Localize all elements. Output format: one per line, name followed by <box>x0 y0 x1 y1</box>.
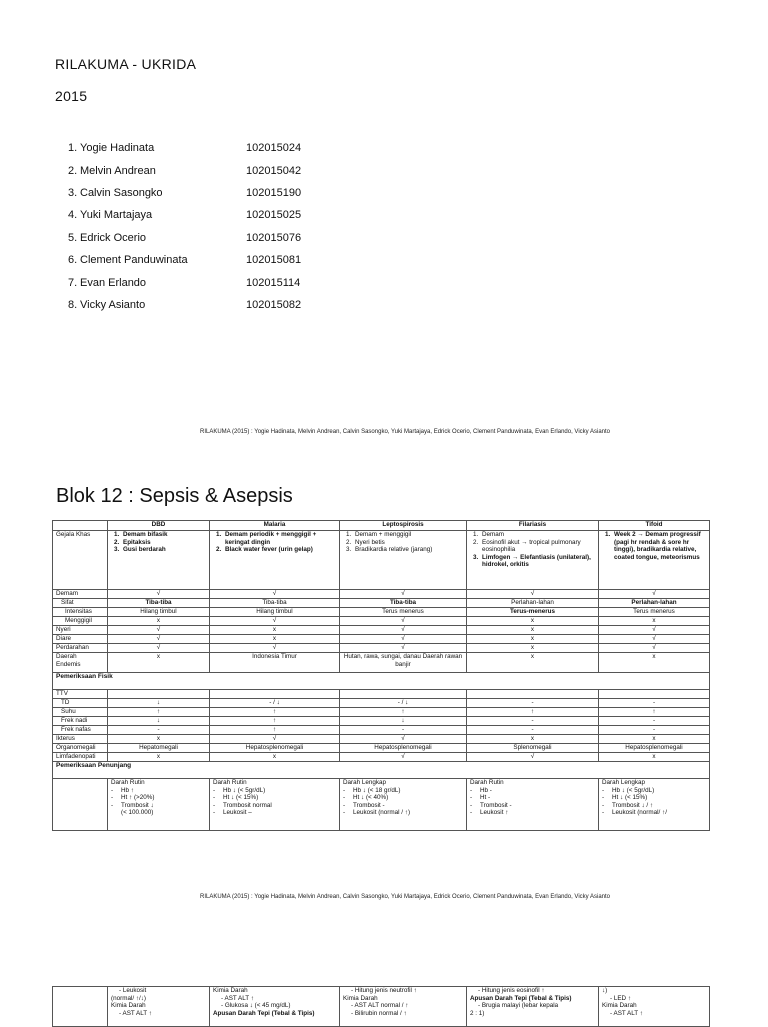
continuation-line: 2 : 1) <box>470 1009 485 1017</box>
table-cell: Terus menerus <box>340 608 467 617</box>
table-cell: x <box>467 626 599 635</box>
table-row <box>53 590 710 599</box>
member-nim: 102015076 <box>246 231 302 244</box>
table-cell: √ <box>340 626 467 635</box>
table-row <box>53 699 710 708</box>
penunjang-item: - Trombosit - <box>353 802 463 810</box>
table-cell: Hilang timbul <box>210 608 340 617</box>
row-label: Limfadenopati <box>53 753 108 762</box>
gejala-item: 1. Demam bifasik <box>121 531 206 539</box>
table-cell: Tiba-tiba <box>340 599 467 608</box>
table-cell: x <box>210 753 340 762</box>
continuation-line: ↓) <box>602 987 608 994</box>
table-cell: Hepatosplenomegali <box>340 744 467 753</box>
penunjang-list <box>111 787 206 817</box>
table-cell: √ <box>210 617 340 626</box>
row-label: Intensitas <box>53 608 108 617</box>
penunjang-tifoid <box>599 779 710 831</box>
penunjang-item: - Leukosit (normal / ↑) <box>353 809 463 817</box>
row-label: Ikterus <box>53 735 108 744</box>
member-name: Vicky Asianto <box>80 298 146 311</box>
table-cell: x <box>467 653 599 673</box>
row-label: Perdarahan <box>53 644 108 653</box>
penunjang-list <box>470 787 595 817</box>
table-cell: x <box>467 635 599 644</box>
section-row <box>53 673 710 690</box>
row-label: Frek nadi <box>53 717 108 726</box>
section-title: Pemeriksaan Penunjang <box>53 762 710 779</box>
member-number: 2. <box>68 164 78 177</box>
table-row-penunjang-cont <box>53 987 710 1027</box>
table-cell: x <box>467 735 599 744</box>
member-row <box>68 159 301 181</box>
member-row <box>68 227 301 249</box>
gejala-item: 3. Bradikardia relative (jarang) <box>353 546 463 554</box>
penunjang-item: - Ht - <box>480 794 595 802</box>
table-cell: x <box>210 635 340 644</box>
row-label: TTV <box>53 690 108 699</box>
table-row-gejala <box>53 531 710 590</box>
table-row-penunjang <box>53 779 710 831</box>
continuation-line: - Bilirubin normal / ↑ <box>351 1009 407 1017</box>
table-cell: ↑ <box>108 708 210 717</box>
table-cell: ↑ <box>340 708 467 717</box>
table-cell: √ <box>599 635 710 644</box>
table-cell: x <box>210 626 340 635</box>
row-label: Menggigil <box>53 617 108 626</box>
table-row <box>53 626 710 635</box>
header-cell-leptospirosis: Leptospirosis <box>340 521 467 531</box>
table-cell: ↑ <box>599 708 710 717</box>
table-cell: Terus-menerus <box>467 608 599 617</box>
gejala-tifoid <box>599 531 710 590</box>
header-cell-dbd: DBD <box>108 521 210 531</box>
comparison-table <box>52 520 710 831</box>
table-cell: Perlahan-lahan <box>467 599 599 608</box>
member-row <box>68 137 301 159</box>
row-label: Suhu <box>53 708 108 717</box>
member-number: 6. <box>68 254 78 267</box>
row-label: Gejala Khas <box>53 531 108 590</box>
member-nim: 102015024 <box>246 142 302 155</box>
member-name: Calvin Sasongko <box>80 186 163 199</box>
table-cell: - / ↓ <box>210 699 340 708</box>
penunjang-item: - Ht ↓ (< 40%) <box>353 794 463 802</box>
continuation-line: - Hitung jenis neutrofil ↑ <box>351 987 417 994</box>
table-cell: √ <box>599 644 710 653</box>
penunjang-item: - Trombosit ↓ <box>121 802 206 810</box>
table-header-row <box>53 521 710 531</box>
row-label: Demam <box>53 590 108 599</box>
group-title: RILAKUMA - UKRIDA <box>55 56 197 72</box>
header-cell-filariasis: Filariasis <box>467 521 599 531</box>
table-row-endemis <box>53 653 710 673</box>
header-cell-malaria: Malaria <box>210 521 340 531</box>
table-cell: Hepatosplenomegali <box>599 744 710 753</box>
table-cell: ↑ <box>467 708 599 717</box>
table-cell: - <box>599 717 710 726</box>
penunjang-title: Darah Rutin <box>213 779 247 786</box>
table-cell: Hepatomegali <box>108 744 210 753</box>
continuation-line: - AST ALT ↑ <box>610 1009 643 1017</box>
continuation-line: - LED ↑ <box>610 994 631 1002</box>
cont-tifoid <box>599 987 710 1027</box>
table-row <box>53 735 710 744</box>
member-nim: 102015081 <box>246 254 302 267</box>
table-row-ttv <box>53 690 710 699</box>
gejala-malaria <box>210 531 340 590</box>
penunjang-item: (< 100.000) <box>121 809 154 817</box>
table-cell: √ <box>108 590 210 599</box>
table-row <box>53 717 710 726</box>
gejala-item: 1. Demam <box>480 531 595 539</box>
table-cell: ↑ <box>210 717 340 726</box>
blok-title: Blok 12 : Sepsis & Asepsis <box>56 485 293 507</box>
continuation-line: - AST ALT ↑ <box>221 994 254 1002</box>
gejala-item: 3. Limfogen → Elefantiasis (unilateral), hidrokel, orkitis <box>480 554 595 569</box>
penunjang-item: - Trombosit normal <box>223 802 336 810</box>
gejala-dbd <box>108 531 210 590</box>
member-name: Evan Erlando <box>80 276 147 289</box>
penunjang-title: Darah Lengkap <box>343 779 387 786</box>
cont-malaria <box>210 987 340 1027</box>
table-cell: √ <box>108 635 210 644</box>
table-cell: x <box>599 735 710 744</box>
member-list <box>68 137 301 316</box>
penunjang-title: Darah Rutin <box>111 779 145 786</box>
table-cell: √ <box>340 644 467 653</box>
penunjang-dbd <box>108 779 210 831</box>
gejala-item: 3. Gusi berdarah <box>121 546 206 554</box>
member-number: 1. <box>68 142 78 155</box>
year: 2015 <box>55 88 88 104</box>
table-row <box>53 599 710 608</box>
gejala-item: 2. Eosinofil akut → tropical pulmonary eosinophilia <box>480 539 595 554</box>
section-title: Pemeriksaan Fisik <box>53 673 710 690</box>
table-cell: - <box>108 726 210 735</box>
continuation-line: Apusan Darah Tepi (Tebal & Tipis) <box>213 1009 315 1017</box>
row-label: Frek nafas <box>53 726 108 735</box>
continuation-line: - Brugia malayi (lebar kepala <box>478 1002 559 1010</box>
member-nim: 102015042 <box>246 164 302 177</box>
table-row <box>53 708 710 717</box>
member-name: Yogie Hadinata <box>80 142 155 155</box>
table-cell: √ <box>210 735 340 744</box>
penunjang-malaria <box>210 779 340 831</box>
table-cell: √ <box>108 644 210 653</box>
row-label: TD <box>53 699 108 708</box>
penunjang-item: - Leukosit – <box>223 809 336 817</box>
table-cell: √ <box>108 626 210 635</box>
continuation-line: Kimia Darah <box>343 994 378 1002</box>
page-footer: RILAKUMA (2015) : Yogie Hadinata, Melvin Andrean, Calvin Sasongko, Yuki Martajaya, Edrick Ocerio, Clement Panduwinata, Evan Erlando, Vicky Asianto <box>200 429 611 435</box>
row-label: Organomegali <box>53 744 108 753</box>
member-nim: 102015190 <box>246 186 302 199</box>
table-cell: x <box>108 617 210 626</box>
table-cell: - <box>467 726 599 735</box>
table-cell: ↓ <box>108 699 210 708</box>
continuation-line: (normal/ ↑/↓) <box>111 994 146 1002</box>
section-row <box>53 762 710 779</box>
member-number: 5. <box>68 231 78 244</box>
table-cell: Hilang timbul <box>108 608 210 617</box>
continuation-line: Apusan Darah Tepi (Tebal & Tipis) <box>470 994 572 1002</box>
penunjang-list <box>343 787 463 817</box>
table-row <box>53 726 710 735</box>
table-cell: Perlahan-lahan <box>599 599 710 608</box>
table-cell: Hutan, rawa, sungai, danau Daerah rawan banjir <box>340 653 467 673</box>
continuation-line: - Leukosit <box>119 987 147 994</box>
table-cell: ↑ <box>210 708 340 717</box>
gejala-item: 1. Demam periodik + menggigil + keringat dingin <box>223 531 336 546</box>
continuation-line: Kimia Darah <box>213 987 248 994</box>
table-cell: Indonesia Timur <box>210 653 340 673</box>
member-row <box>68 271 301 293</box>
penunjang-item: - Ht ↑ (>20%) <box>121 794 206 802</box>
header-cell-tifoid: Tifoid <box>599 521 710 531</box>
member-row <box>68 182 301 204</box>
table-cell: Splenomegali <box>467 744 599 753</box>
table-row <box>53 644 710 653</box>
row-label <box>53 653 108 673</box>
table-cell: Tiba-tiba <box>108 599 210 608</box>
table-cell: √ <box>599 626 710 635</box>
table-cell: Hepatosplenomegali <box>210 744 340 753</box>
row-label-line: Endemis <box>56 660 81 668</box>
cont-lepto <box>340 987 467 1027</box>
penunjang-item: - Ht ↓ (< 15%) <box>612 794 706 802</box>
table-cell: x <box>108 753 210 762</box>
gejala-lepto <box>340 531 467 590</box>
member-number: 3. <box>68 186 78 199</box>
table-cell: √ <box>599 590 710 599</box>
penunjang-item: - Trombosit ↓ / ↑ <box>612 802 706 810</box>
penunjang-item: - Leukosit (normal/ ↑/ <box>612 809 706 817</box>
table-cell: √ <box>340 753 467 762</box>
table-cell: √ <box>340 590 467 599</box>
penunjang-item: - Hb - <box>480 787 595 795</box>
penunjang-item: - Hb ↓ (< 5gr/dL) <box>223 787 336 795</box>
table-cell: √ <box>467 753 599 762</box>
table-cell: √ <box>210 590 340 599</box>
penunjang-item: - Ht ↓ (< 15%) <box>223 794 336 802</box>
table-row <box>53 608 710 617</box>
member-number: 8. <box>68 298 78 311</box>
continuation-line: Kimia Darah <box>602 1002 637 1010</box>
table-cell: - <box>467 717 599 726</box>
table-cell: √ <box>340 635 467 644</box>
member-row <box>68 294 301 316</box>
table-cell: x <box>599 753 710 762</box>
gejala-item: 2. Black water fever (urin gelap) <box>223 546 336 554</box>
gejala-item: 1. Week 2 → Demam progressif (pagi hr rendah & sore hr tinggi), bradikardia relative, coated tongue, meteorismus <box>612 531 706 561</box>
table-cell: ↓ <box>340 717 467 726</box>
table-cell: x <box>467 617 599 626</box>
member-nim: 102015082 <box>246 298 302 311</box>
member-name: Melvin Andrean <box>80 164 156 177</box>
table-cell: ↓ <box>108 717 210 726</box>
member-nim: 102015025 <box>246 209 302 222</box>
penunjang-item: - Hb ↑ <box>121 787 206 795</box>
page-footer-2: RILAKUMA (2015) : Yogie Hadinata, Melvin Andrean, Calvin Sasongko, Yuki Martajaya, Edrick Ocerio, Clement Panduwinata, Evan Erlando, Vicky Asianto <box>200 894 611 900</box>
gejala-item: 2. Nyeri betis <box>353 539 463 547</box>
penunjang-filariasis <box>467 779 599 831</box>
penunjang-item: - Hb ↓ (< 5gr/dL) <box>612 787 706 795</box>
member-name: Edrick Ocerio <box>80 231 147 244</box>
table-cell: x <box>108 735 210 744</box>
member-name: Clement Panduwinata <box>80 254 188 267</box>
continuation-table <box>52 986 710 1027</box>
table-cell: Terus menerus <box>599 608 710 617</box>
penunjang-item: - Hb ↓ (< 18 gr/dL) <box>353 787 463 795</box>
table-row <box>53 753 710 762</box>
gejala-item: 2. Epitaksis <box>121 539 206 547</box>
table-cell: x <box>467 644 599 653</box>
gejala-item: 1. Demam + menggigil <box>353 531 463 539</box>
member-number: 7. <box>68 276 78 289</box>
table-cell: x <box>599 617 710 626</box>
table-row <box>53 744 710 753</box>
table-cell: - <box>599 726 710 735</box>
gejala-filariasis <box>467 531 599 590</box>
row-label: Sifat <box>53 599 108 608</box>
member-row <box>68 249 301 271</box>
member-name: Yuki Martajaya <box>80 209 153 222</box>
table-cell: Tiba-tiba <box>210 599 340 608</box>
cont-dbd <box>108 987 210 1027</box>
penunjang-item: - Trombosit - <box>480 802 595 810</box>
table-row <box>53 617 710 626</box>
table-cell: - <box>340 726 467 735</box>
member-nim: 102015114 <box>246 276 301 289</box>
table-cell: √ <box>340 735 467 744</box>
row-label: Diare <box>53 635 108 644</box>
table-cell: ↑ <box>210 726 340 735</box>
table-cell: x <box>599 653 710 673</box>
member-row <box>68 204 301 226</box>
table-row <box>53 635 710 644</box>
row-label: Nyeri <box>53 626 108 635</box>
table-cell: - / ↓ <box>340 699 467 708</box>
cont-filariasis <box>467 987 599 1027</box>
table-cell: √ <box>467 590 599 599</box>
penunjang-list <box>213 787 336 817</box>
table-cell: √ <box>210 644 340 653</box>
penunjang-list <box>602 787 706 817</box>
continuation-line: - Glukosa ↓ (< 45 mg/dL) <box>221 1002 291 1010</box>
table-cell: - <box>599 699 710 708</box>
row-label-line: Daerah <box>56 653 77 660</box>
member-number: 4. <box>68 209 78 222</box>
continuation-line: - AST ALT ↑ <box>119 1009 152 1017</box>
table-cell: √ <box>340 617 467 626</box>
table-cell: - <box>467 699 599 708</box>
penunjang-lepto <box>340 779 467 831</box>
penunjang-title: Darah Rutin <box>470 779 504 786</box>
header-cell <box>53 521 108 531</box>
continuation-line: - Hitung jenis eosinofil ↑ <box>478 987 545 994</box>
continuation-line: Kimia Darah <box>111 1002 146 1010</box>
penunjang-title: Darah Lengkap <box>602 779 646 786</box>
penunjang-item: - Leukosit ↑ <box>480 809 595 817</box>
continuation-line: - AST ALT normal / ↑ <box>351 1002 409 1010</box>
table-cell: x <box>108 653 210 673</box>
